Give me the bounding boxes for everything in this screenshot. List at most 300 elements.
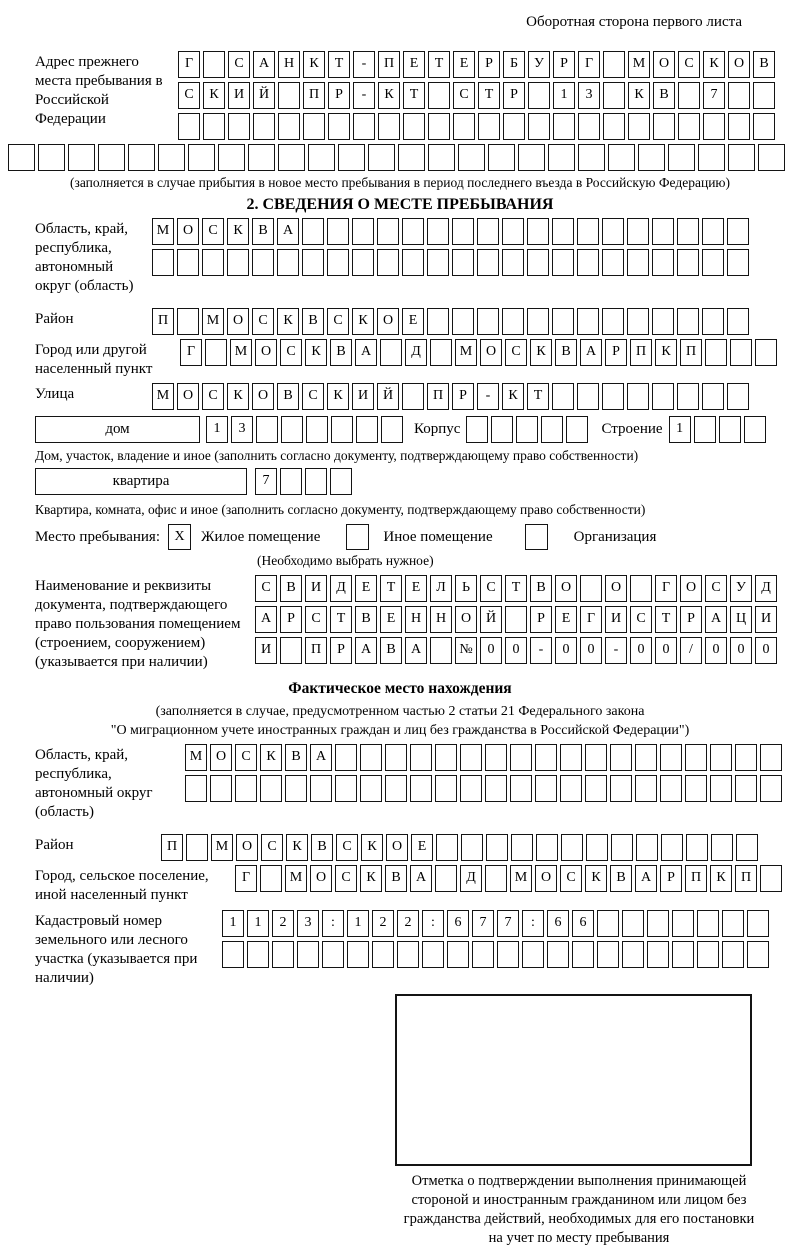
char-box[interactable]: П	[680, 339, 702, 366]
char-box[interactable]	[368, 144, 395, 171]
char-box[interactable]: Й	[377, 383, 399, 410]
char-box[interactable]	[668, 144, 695, 171]
char-box[interactable]: К	[655, 339, 677, 366]
char-box[interactable]: В	[530, 575, 552, 602]
char-box[interactable]: О	[455, 606, 477, 633]
char-box[interactable]: И	[255, 637, 277, 664]
char-box[interactable]	[380, 339, 402, 366]
char-box[interactable]	[622, 941, 644, 968]
char-box[interactable]: Р	[660, 865, 682, 892]
char-box[interactable]: Й	[480, 606, 502, 633]
char-box[interactable]: С	[678, 51, 700, 78]
char-box[interactable]	[552, 383, 574, 410]
char-box[interactable]	[728, 113, 750, 140]
char-box[interactable]: А	[277, 218, 299, 245]
char-box[interactable]	[541, 416, 563, 443]
char-box[interactable]: 0	[655, 637, 677, 664]
char-box[interactable]	[235, 775, 257, 802]
char-box[interactable]	[678, 113, 700, 140]
char-box[interactable]	[736, 834, 758, 861]
char-box[interactable]: В	[610, 865, 632, 892]
char-box[interactable]	[753, 82, 775, 109]
char-box[interactable]	[477, 308, 499, 335]
char-box[interactable]	[203, 113, 225, 140]
char-box[interactable]: В	[302, 308, 324, 335]
char-box[interactable]	[502, 308, 524, 335]
char-box[interactable]: В	[280, 575, 302, 602]
char-box[interactable]	[302, 218, 324, 245]
char-box[interactable]	[730, 339, 752, 366]
char-box[interactable]: 0	[630, 637, 652, 664]
char-box[interactable]: С	[630, 606, 652, 633]
char-box[interactable]	[485, 865, 507, 892]
char-box[interactable]	[177, 308, 199, 335]
char-box[interactable]: 6	[547, 910, 569, 937]
char-box[interactable]: П	[161, 834, 183, 861]
char-box[interactable]	[488, 144, 515, 171]
char-box[interactable]: И	[352, 383, 374, 410]
char-box[interactable]: Р	[330, 637, 352, 664]
char-box[interactable]: Т	[403, 82, 425, 109]
char-box[interactable]: С	[453, 82, 475, 109]
char-box[interactable]: О	[728, 51, 750, 78]
char-box[interactable]: Д	[405, 339, 427, 366]
char-box[interactable]	[647, 941, 669, 968]
char-box[interactable]: А	[255, 606, 277, 633]
char-box[interactable]: 3	[578, 82, 600, 109]
char-box[interactable]	[335, 775, 357, 802]
char-box[interactable]: О	[210, 744, 232, 771]
char-box[interactable]	[503, 113, 525, 140]
char-box[interactable]: К	[203, 82, 225, 109]
char-box[interactable]: 3	[297, 910, 319, 937]
char-box[interactable]	[586, 834, 608, 861]
char-box[interactable]	[677, 383, 699, 410]
char-box[interactable]	[510, 744, 532, 771]
char-box[interactable]	[502, 249, 524, 276]
char-box[interactable]	[248, 144, 275, 171]
char-box[interactable]	[428, 82, 450, 109]
char-box[interactable]: А	[580, 339, 602, 366]
checkbox-organizatsiya[interactable]	[525, 524, 548, 550]
char-box[interactable]	[210, 775, 232, 802]
char-box[interactable]: 0	[755, 637, 777, 664]
char-box[interactable]: К	[227, 218, 249, 245]
char-box[interactable]	[435, 865, 457, 892]
char-box[interactable]	[527, 308, 549, 335]
char-box[interactable]	[385, 744, 407, 771]
char-box[interactable]: У	[730, 575, 752, 602]
char-box[interactable]	[585, 775, 607, 802]
char-box[interactable]	[381, 416, 403, 443]
char-box[interactable]: П	[152, 308, 174, 335]
char-box[interactable]	[511, 834, 533, 861]
char-box[interactable]	[760, 865, 782, 892]
char-box[interactable]	[702, 308, 724, 335]
char-box[interactable]	[260, 865, 282, 892]
char-box[interactable]	[548, 144, 575, 171]
char-box[interactable]	[452, 308, 474, 335]
char-box[interactable]	[247, 941, 269, 968]
char-box[interactable]	[410, 775, 432, 802]
char-box[interactable]	[502, 218, 524, 245]
char-box[interactable]	[627, 383, 649, 410]
char-box[interactable]	[452, 249, 474, 276]
char-box[interactable]: О	[605, 575, 627, 602]
char-box[interactable]: С	[252, 308, 274, 335]
char-box[interactable]	[710, 775, 732, 802]
char-box[interactable]: И	[755, 606, 777, 633]
char-box[interactable]	[430, 637, 452, 664]
char-box[interactable]	[430, 339, 452, 366]
char-box[interactable]: 7	[703, 82, 725, 109]
char-box[interactable]	[627, 308, 649, 335]
char-box[interactable]: Е	[403, 51, 425, 78]
char-box[interactable]	[735, 744, 757, 771]
char-box[interactable]	[630, 575, 652, 602]
char-box[interactable]	[710, 744, 732, 771]
char-box[interactable]	[560, 744, 582, 771]
char-box[interactable]	[578, 144, 605, 171]
char-box[interactable]	[38, 144, 65, 171]
char-box[interactable]: О	[177, 218, 199, 245]
char-box[interactable]: Т	[330, 606, 352, 633]
char-box[interactable]	[280, 637, 302, 664]
char-box[interactable]: П	[378, 51, 400, 78]
char-box[interactable]	[436, 834, 458, 861]
char-box[interactable]	[702, 218, 724, 245]
char-box[interactable]: К	[703, 51, 725, 78]
char-box[interactable]: А	[410, 865, 432, 892]
char-box[interactable]	[377, 218, 399, 245]
char-box[interactable]: 0	[480, 637, 502, 664]
char-box[interactable]	[280, 468, 302, 495]
char-box[interactable]	[303, 113, 325, 140]
char-box[interactable]: Г	[578, 51, 600, 78]
char-box[interactable]: Н	[405, 606, 427, 633]
char-box[interactable]: Т	[655, 606, 677, 633]
char-box[interactable]	[227, 249, 249, 276]
char-box[interactable]: 6	[572, 910, 594, 937]
char-box[interactable]: 3	[231, 416, 253, 443]
char-box[interactable]: -	[477, 383, 499, 410]
char-box[interactable]: П	[685, 865, 707, 892]
char-box[interactable]: Р	[452, 383, 474, 410]
char-box[interactable]	[278, 82, 300, 109]
char-box[interactable]	[427, 218, 449, 245]
char-box[interactable]: С	[178, 82, 200, 109]
char-box[interactable]	[747, 910, 769, 937]
char-box[interactable]	[602, 249, 624, 276]
char-box[interactable]	[402, 383, 424, 410]
char-box[interactable]	[297, 941, 319, 968]
char-box[interactable]: С	[705, 575, 727, 602]
char-box[interactable]	[435, 744, 457, 771]
char-box[interactable]	[98, 144, 125, 171]
char-box[interactable]: Н	[278, 51, 300, 78]
char-box[interactable]: Е	[380, 606, 402, 633]
char-box[interactable]	[636, 834, 658, 861]
char-box[interactable]: К	[628, 82, 650, 109]
char-box[interactable]: :	[422, 910, 444, 937]
char-box[interactable]: Е	[453, 51, 475, 78]
char-box[interactable]	[497, 941, 519, 968]
char-box[interactable]	[516, 416, 538, 443]
char-box[interactable]	[577, 218, 599, 245]
char-box[interactable]	[360, 775, 382, 802]
char-box[interactable]	[697, 941, 719, 968]
char-box[interactable]: Р	[478, 51, 500, 78]
char-box[interactable]	[205, 339, 227, 366]
char-box[interactable]: О	[310, 865, 332, 892]
char-box[interactable]: В	[385, 865, 407, 892]
char-box[interactable]	[536, 834, 558, 861]
char-box[interactable]: С	[280, 339, 302, 366]
char-box[interactable]	[128, 144, 155, 171]
char-box[interactable]	[597, 941, 619, 968]
char-box[interactable]	[402, 218, 424, 245]
char-box[interactable]: :	[522, 910, 544, 937]
char-box[interactable]	[722, 941, 744, 968]
char-box[interactable]	[302, 249, 324, 276]
char-box[interactable]	[422, 941, 444, 968]
char-box[interactable]: О	[227, 308, 249, 335]
char-box[interactable]: К	[710, 865, 732, 892]
char-box[interactable]	[602, 383, 624, 410]
char-box[interactable]: В	[355, 606, 377, 633]
char-box[interactable]	[711, 834, 733, 861]
char-box[interactable]: -	[353, 82, 375, 109]
char-box[interactable]: Р	[328, 82, 350, 109]
char-box[interactable]: П	[303, 82, 325, 109]
char-box[interactable]	[610, 744, 632, 771]
char-box[interactable]: Л	[430, 575, 452, 602]
char-box[interactable]: Й	[253, 82, 275, 109]
char-box[interactable]: К	[530, 339, 552, 366]
char-box[interactable]	[477, 249, 499, 276]
char-box[interactable]: С	[228, 51, 250, 78]
char-box[interactable]	[652, 308, 674, 335]
char-box[interactable]	[305, 468, 327, 495]
char-box[interactable]	[427, 249, 449, 276]
char-box[interactable]: Е	[555, 606, 577, 633]
char-box[interactable]: С	[335, 865, 357, 892]
char-box[interactable]	[661, 834, 683, 861]
char-box[interactable]: М	[628, 51, 650, 78]
char-box[interactable]	[372, 941, 394, 968]
char-box[interactable]: К	[352, 308, 374, 335]
char-box[interactable]	[677, 308, 699, 335]
char-box[interactable]: Е	[355, 575, 377, 602]
char-box[interactable]: В	[311, 834, 333, 861]
char-box[interactable]: М	[185, 744, 207, 771]
char-box[interactable]: Н	[430, 606, 452, 633]
char-box[interactable]	[577, 249, 599, 276]
char-box[interactable]	[505, 606, 527, 633]
char-box[interactable]	[452, 218, 474, 245]
char-box[interactable]	[178, 113, 200, 140]
char-box[interactable]	[278, 144, 305, 171]
char-box[interactable]: С	[261, 834, 283, 861]
char-box[interactable]: -	[353, 51, 375, 78]
char-box[interactable]	[638, 144, 665, 171]
char-box[interactable]: -	[605, 637, 627, 664]
char-box[interactable]: К	[305, 339, 327, 366]
char-box[interactable]: К	[327, 383, 349, 410]
char-box[interactable]	[331, 416, 353, 443]
char-box[interactable]	[486, 834, 508, 861]
char-box[interactable]: О	[653, 51, 675, 78]
char-box[interactable]: С	[302, 383, 324, 410]
char-box[interactable]	[277, 249, 299, 276]
char-box[interactable]: 2	[397, 910, 419, 937]
char-box[interactable]	[744, 416, 766, 443]
char-box[interactable]: Е	[411, 834, 433, 861]
char-box[interactable]	[256, 416, 278, 443]
char-box[interactable]	[697, 910, 719, 937]
char-box[interactable]	[652, 218, 674, 245]
char-box[interactable]: О	[255, 339, 277, 366]
char-box[interactable]	[353, 113, 375, 140]
char-box[interactable]	[758, 144, 785, 171]
char-box[interactable]: И	[605, 606, 627, 633]
char-box[interactable]: 1	[222, 910, 244, 937]
char-box[interactable]	[447, 941, 469, 968]
char-box[interactable]: Т	[428, 51, 450, 78]
char-box[interactable]	[578, 113, 600, 140]
char-box[interactable]: 0	[555, 637, 577, 664]
char-box[interactable]	[377, 249, 399, 276]
char-box[interactable]	[360, 744, 382, 771]
char-box[interactable]: 0	[580, 637, 602, 664]
char-box[interactable]: К	[277, 308, 299, 335]
char-box[interactable]	[308, 144, 335, 171]
char-box[interactable]: К	[502, 383, 524, 410]
char-box[interactable]: Г	[180, 339, 202, 366]
char-box[interactable]	[722, 910, 744, 937]
char-box[interactable]: В	[252, 218, 274, 245]
char-box[interactable]: 2	[372, 910, 394, 937]
char-box[interactable]: С	[327, 308, 349, 335]
char-box[interactable]	[460, 744, 482, 771]
char-box[interactable]: А	[355, 339, 377, 366]
char-box[interactable]: Е	[405, 575, 427, 602]
char-box[interactable]: А	[405, 637, 427, 664]
char-box[interactable]: О	[252, 383, 274, 410]
char-box[interactable]: Р	[530, 606, 552, 633]
char-box[interactable]	[398, 144, 425, 171]
char-box[interactable]: 1	[669, 416, 691, 443]
char-box[interactable]	[672, 941, 694, 968]
char-box[interactable]: М	[285, 865, 307, 892]
char-box[interactable]	[611, 834, 633, 861]
char-box[interactable]	[686, 834, 708, 861]
char-box[interactable]: Ц	[730, 606, 752, 633]
char-box[interactable]: В	[285, 744, 307, 771]
char-box[interactable]: О	[535, 865, 557, 892]
char-box[interactable]	[528, 82, 550, 109]
char-box[interactable]	[577, 383, 599, 410]
char-box[interactable]	[327, 249, 349, 276]
char-box[interactable]	[188, 144, 215, 171]
char-box[interactable]: Р	[280, 606, 302, 633]
char-box[interactable]: М	[211, 834, 233, 861]
char-box[interactable]: А	[310, 744, 332, 771]
char-box[interactable]	[603, 82, 625, 109]
char-box[interactable]	[385, 775, 407, 802]
char-box[interactable]: Г	[178, 51, 200, 78]
char-box[interactable]: Ь	[455, 575, 477, 602]
char-box[interactable]: :	[322, 910, 344, 937]
char-box[interactable]	[397, 941, 419, 968]
char-box[interactable]	[402, 249, 424, 276]
char-box[interactable]	[685, 775, 707, 802]
char-box[interactable]: Г	[580, 606, 602, 633]
char-box[interactable]: Т	[478, 82, 500, 109]
char-box[interactable]	[597, 910, 619, 937]
char-box[interactable]: Р	[680, 606, 702, 633]
char-box[interactable]	[702, 383, 724, 410]
char-box[interactable]	[478, 113, 500, 140]
char-box[interactable]: О	[386, 834, 408, 861]
char-box[interactable]: 0	[505, 637, 527, 664]
char-box[interactable]: В	[330, 339, 352, 366]
char-box[interactable]: С	[336, 834, 358, 861]
char-box[interactable]	[322, 941, 344, 968]
char-box[interactable]	[653, 113, 675, 140]
char-box[interactable]	[356, 416, 378, 443]
char-box[interactable]	[477, 218, 499, 245]
char-box[interactable]: 1	[347, 910, 369, 937]
char-box[interactable]	[466, 416, 488, 443]
char-box[interactable]	[760, 775, 782, 802]
char-box[interactable]	[702, 249, 724, 276]
char-box[interactable]: А	[355, 637, 377, 664]
char-box[interactable]	[228, 113, 250, 140]
char-box[interactable]: К	[378, 82, 400, 109]
char-box[interactable]: С	[255, 575, 277, 602]
char-box[interactable]	[518, 144, 545, 171]
char-box[interactable]	[660, 775, 682, 802]
char-box[interactable]	[552, 218, 574, 245]
char-box[interactable]	[428, 144, 455, 171]
char-box[interactable]	[8, 144, 35, 171]
char-box[interactable]	[68, 144, 95, 171]
char-box[interactable]: Т	[380, 575, 402, 602]
char-box[interactable]	[186, 834, 208, 861]
char-box[interactable]: О	[480, 339, 502, 366]
char-box[interactable]: 2	[272, 910, 294, 937]
char-box[interactable]	[572, 941, 594, 968]
char-box[interactable]: С	[560, 865, 582, 892]
char-box[interactable]: 6	[447, 910, 469, 937]
char-box[interactable]: К	[360, 865, 382, 892]
char-box[interactable]: 1	[206, 416, 228, 443]
char-box[interactable]	[610, 775, 632, 802]
char-box[interactable]	[727, 308, 749, 335]
char-box[interactable]	[278, 113, 300, 140]
char-box[interactable]	[677, 218, 699, 245]
char-box[interactable]: 1	[247, 910, 269, 937]
char-box[interactable]	[510, 775, 532, 802]
char-box[interactable]	[218, 144, 245, 171]
char-box[interactable]	[603, 51, 625, 78]
char-box[interactable]	[310, 775, 332, 802]
char-box[interactable]	[352, 249, 374, 276]
char-box[interactable]: С	[235, 744, 257, 771]
char-box[interactable]: Д	[755, 575, 777, 602]
char-box[interactable]	[253, 113, 275, 140]
